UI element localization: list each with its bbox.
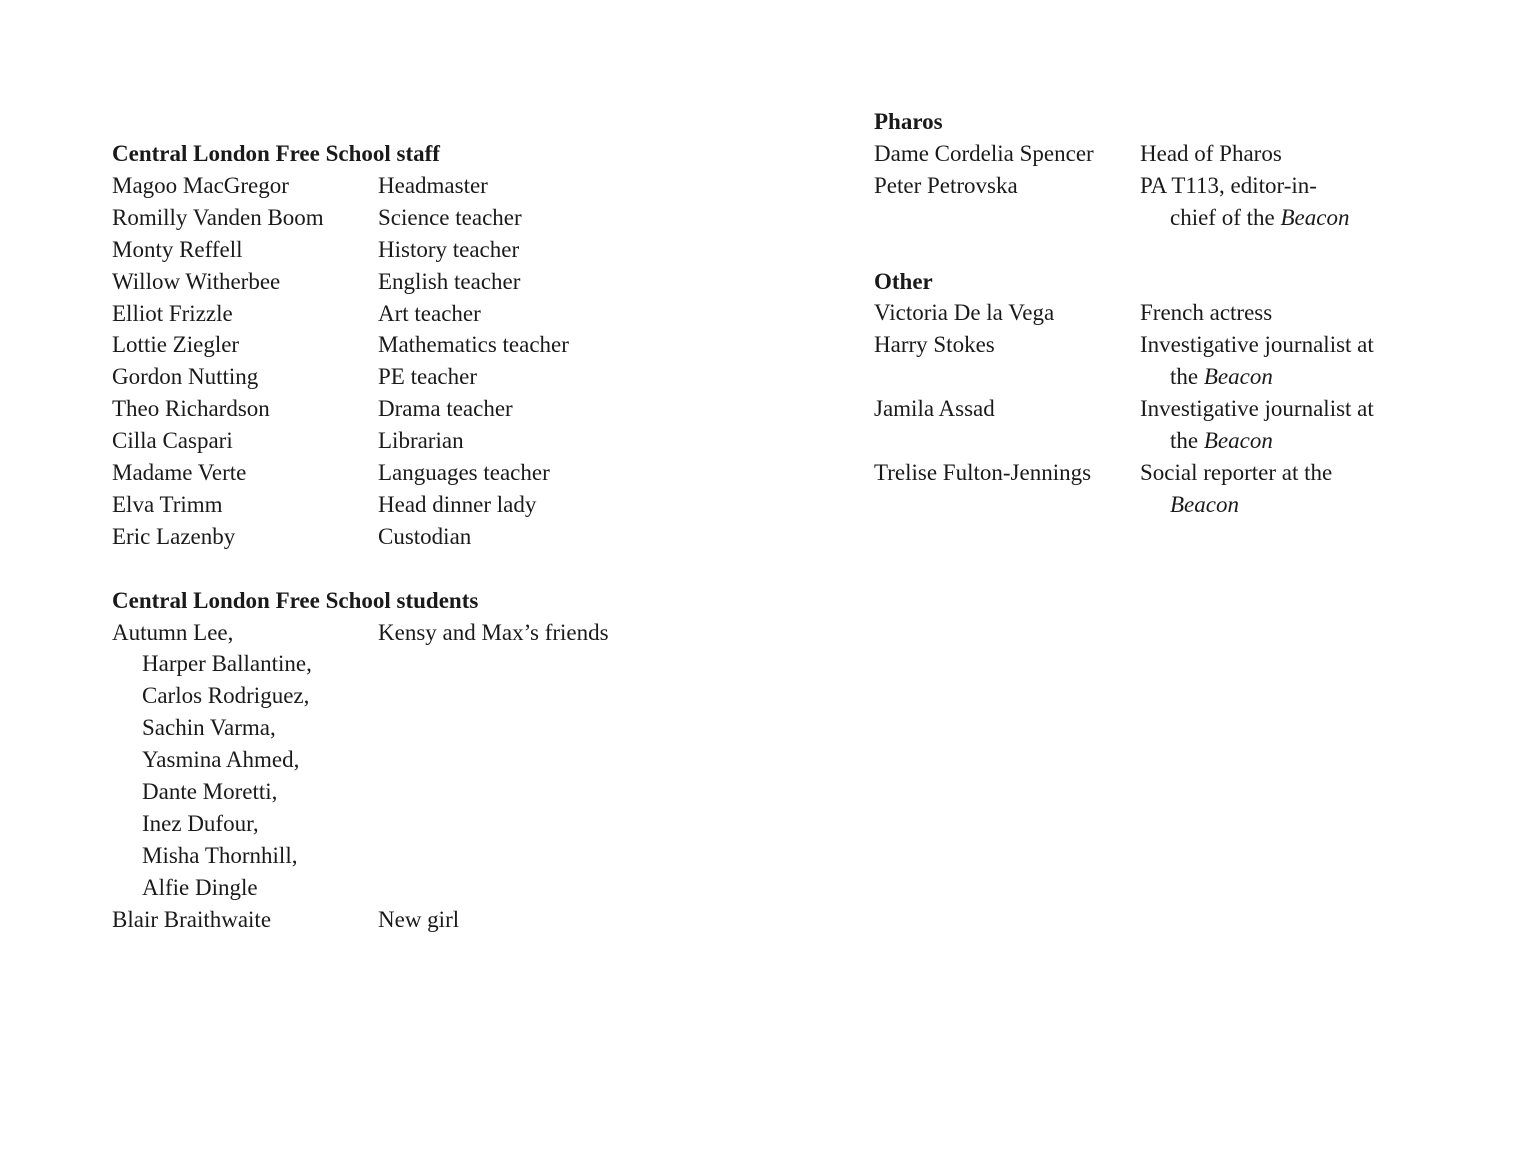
staff-row [112,361,752,393]
students-heading: Central London Free School students [112,587,479,613]
student-name: Alfie Dingle [142,874,258,900]
staff-list [112,170,752,553]
student-name: Yasmina Ahmed, [142,747,300,773]
pharos-row [874,138,1434,170]
staff-role: Librarian [378,428,464,454]
student-row [112,904,752,936]
pharos-role [1140,170,1434,234]
role-text: chief of the [1170,204,1275,230]
staff-name: Eric Lazenby [112,523,236,549]
staff-name: Elliot Frizzle [112,300,233,326]
staff-name: Romilly Vanden Boom [112,204,324,230]
student-name: Carlos Rodriguez, [142,683,310,709]
staff-name: Monty Reffell [112,236,243,262]
staff-name: Theo Richardson [112,396,270,422]
staff-row [112,234,752,266]
student-name: Sachin Varma, [142,715,276,741]
role-line [1140,202,1434,234]
staff-row [112,489,752,521]
staff-name: Willow Witherbee [112,268,281,294]
staff-row [112,521,752,553]
student-name: Blair Braithwaite [112,906,272,932]
pharos-heading: Pharos [874,109,943,134]
staff-row [112,298,752,330]
staff-row [112,329,752,361]
role-line: Social reporter at the [1140,459,1333,485]
staff-role: History teacher [378,236,520,262]
role-line: Investigative journalist at [1140,396,1374,422]
staff-row [112,202,752,234]
staff-row [112,266,752,298]
staff-name: Magoo MacGregor [112,172,289,198]
other-role [1140,393,1434,457]
left-column [112,138,752,936]
pharos-row [874,170,1434,234]
student-name: Dante Moretti, [142,779,278,805]
student-role: New girl [378,906,460,932]
other-name: Trelise Fulton-Jennings [874,459,1092,485]
staff-row [112,393,752,425]
role-line [1140,361,1434,393]
staff-name: Madame Verte [112,460,247,486]
other-name: Jamila Assad [874,396,995,422]
staff-row [112,425,752,457]
role-text: the [1170,364,1199,390]
role-line: Investigative journalist at [1140,332,1374,358]
other-row [874,297,1434,329]
section-spacer [874,234,1434,266]
pharos-name: Dame Cordelia Spencer [874,140,1094,166]
role-line [1140,489,1434,521]
student-name: Misha Thornhill, [142,842,298,868]
beacon-title: Beacon [1203,428,1273,454]
pharos-role: Head of Pharos [1140,140,1282,166]
other-heading: Other [874,268,933,294]
role-text: the [1170,428,1199,454]
other-name: Harry Stokes [874,332,995,358]
staff-role: Mathematics teacher [378,332,569,358]
staff-role: Head dinner lady [378,491,537,517]
staff-row [112,457,752,489]
role-line [1140,425,1434,457]
staff-name: Lottie Ziegler [112,332,240,358]
other-role: French actress [1140,300,1273,326]
staff-role: Languages teacher [378,460,550,486]
staff-role: Drama teacher [378,396,513,422]
staff-name: Cilla Caspari [112,428,233,454]
staff-role: PE teacher [378,364,477,390]
student-name: Inez Dufour, [142,811,259,837]
other-row [874,457,1434,521]
staff-role: English teacher [378,268,521,294]
beacon-title: Beacon [1280,204,1350,230]
other-name: Victoria De la Vega [874,300,1055,326]
role-line: PA T113, editor-in- [1140,172,1317,198]
friends-names [112,617,378,904]
staff-name: Elva Trimm [112,491,223,517]
staff-role: Headmaster [378,172,488,198]
section-spacer [112,553,752,585]
other-row [874,329,1434,393]
staff-role: Custodian [378,523,472,549]
staff-heading: Central London Free School staff [112,141,440,166]
staff-role: Science teacher [378,204,522,230]
staff-name: Gordon Nutting [112,364,259,390]
other-role [1140,329,1434,393]
other-role [1140,457,1434,521]
friends-role: Kensy and Max’s friends [378,619,609,645]
student-name: Autumn Lee, [112,619,234,645]
beacon-title: Beacon [1203,364,1273,390]
other-row [874,393,1434,457]
pharos-name: Peter Petrovska [874,172,1018,198]
student-name: Harper Ballantine, [142,651,312,677]
friends-row [112,617,752,904]
staff-row [112,170,752,202]
staff-role: Art teacher [378,300,481,326]
right-column [874,106,1434,521]
beacon-title: Beacon [1170,491,1239,517]
